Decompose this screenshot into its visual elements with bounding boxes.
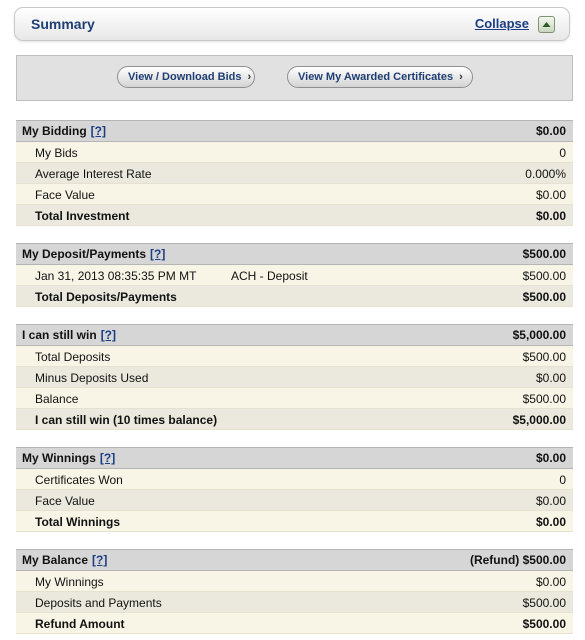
row-label: Total Investment	[35, 209, 130, 223]
table-row	[16, 346, 573, 367]
row-label: I can still win (10 times balance)	[35, 413, 218, 427]
section-title: My Balance	[22, 553, 89, 567]
help-link[interactable]: [?]	[99, 451, 116, 465]
section-amount: $500.00	[522, 247, 566, 261]
section-amount: $0.00	[535, 124, 566, 138]
section-amount: $5,000.00	[512, 328, 566, 342]
section-header	[16, 243, 573, 265]
table-row	[16, 367, 573, 388]
total-row	[16, 286, 573, 307]
i-can-still-win-section	[16, 324, 573, 430]
row-value: $0.00	[535, 209, 566, 223]
help-link[interactable]: [?]	[90, 124, 106, 138]
chevron-right-icon: ›	[459, 71, 463, 83]
row-value: $0.00	[535, 515, 566, 529]
total-row	[16, 613, 573, 634]
row-value: 0.000%	[525, 167, 566, 181]
row-label: My Winnings	[35, 575, 104, 589]
section-header	[16, 324, 573, 346]
table-row	[16, 592, 573, 613]
section-title: My Winnings	[22, 451, 96, 465]
row-label: Jan 31, 2013 08:35:35 PM MT	[35, 269, 197, 283]
table-row	[16, 142, 573, 163]
row-label: Balance	[35, 392, 79, 406]
summary-title: Summary	[31, 16, 95, 32]
row-label: Total Deposits/Payments	[35, 290, 177, 304]
chevron-right-icon: ›	[247, 71, 252, 83]
row-label: Deposits and Payments	[35, 596, 162, 610]
row-value: 0	[559, 146, 566, 160]
row-label: Certificates Won	[35, 473, 123, 487]
collapse-link[interactable]: Collapse	[474, 16, 529, 31]
row-label: Total Winnings	[35, 515, 120, 529]
view-awarded-certificates-button[interactable]	[287, 66, 473, 88]
row-value: $5,000.00	[512, 413, 566, 427]
help-link[interactable]: [?]	[150, 247, 166, 261]
row-value: $500.00	[522, 596, 566, 610]
chevron-up-icon	[542, 21, 551, 28]
section-header	[16, 549, 573, 571]
row-label: Face Value	[35, 494, 95, 508]
row-label: Minus Deposits Used	[35, 371, 149, 385]
table-row	[16, 163, 573, 184]
section-amount: $0.00	[535, 451, 566, 465]
total-row	[16, 409, 573, 430]
row-value: $0.00	[535, 575, 566, 589]
section-title: I can still win	[22, 328, 97, 342]
row-value: $0.00	[535, 188, 566, 202]
row-value: $500.00	[522, 290, 566, 304]
my-winnings-section	[16, 447, 573, 532]
section-title: My Bidding	[22, 124, 87, 138]
row-type: ACH - Deposit	[231, 269, 308, 283]
section-header	[16, 447, 573, 469]
table-row	[16, 571, 573, 592]
my-bidding-section	[16, 120, 573, 226]
view-download-bids-button[interactable]	[117, 66, 255, 88]
row-value: $500.00	[522, 350, 566, 364]
view-download-bids-label: View / Download Bids	[128, 71, 242, 83]
section-header	[16, 120, 573, 142]
row-label: Face Value	[35, 188, 95, 202]
row-value: $500.00	[522, 392, 566, 406]
summary-header	[14, 7, 570, 41]
my-balance-section	[16, 549, 573, 634]
row-label: My Bids	[35, 146, 78, 160]
table-row	[16, 184, 573, 205]
total-row	[16, 205, 573, 226]
collapse-button[interactable]	[538, 16, 555, 33]
section-amount: (Refund) $500.00	[469, 553, 566, 567]
row-label: Total Deposits	[35, 350, 111, 364]
row-value: 0	[559, 473, 566, 487]
action-button-bar	[16, 55, 573, 101]
row-value: $0.00	[535, 371, 566, 385]
row-value: $500.00	[522, 269, 566, 283]
table-row	[16, 388, 573, 409]
total-row	[16, 511, 573, 532]
help-link[interactable]: [?]	[100, 328, 117, 342]
table-row	[16, 469, 573, 490]
table-row	[16, 265, 573, 286]
row-value: $500.00	[522, 617, 566, 631]
row-label: Refund Amount	[35, 617, 125, 631]
row-value: $0.00	[535, 494, 566, 508]
view-awarded-certificates-label: View My Awarded Certificates	[298, 71, 454, 83]
row-label: Average Interest Rate	[35, 167, 152, 181]
table-row	[16, 490, 573, 511]
help-link[interactable]: [?]	[92, 553, 108, 567]
my-deposit-payments-section	[16, 243, 573, 307]
section-title: My Deposit/Payments	[22, 247, 147, 261]
